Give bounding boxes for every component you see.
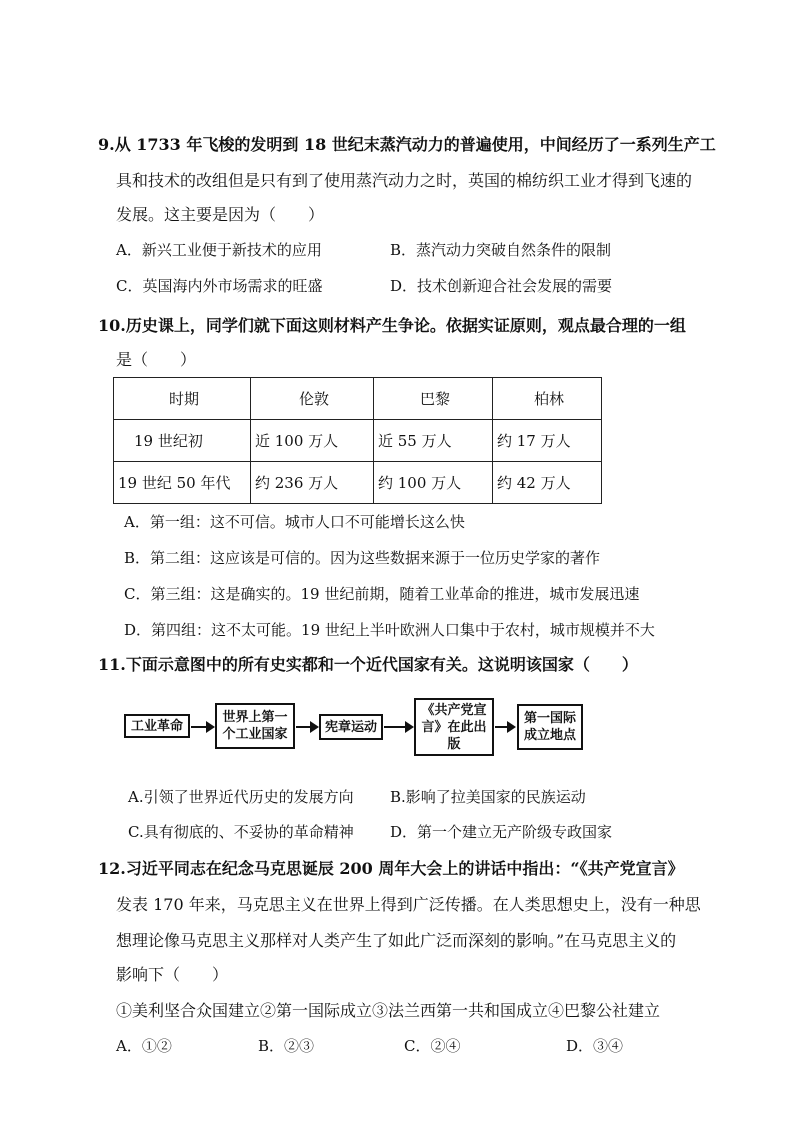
q9-stem-line2: 具和技术的改组但是只有到了使用蒸汽动力之时，英国的棉纺织工业才得到飞速的 (116, 171, 693, 190)
flow-box-chartist-movement: 宪章运动 (319, 714, 383, 740)
table-header-row (114, 378, 602, 420)
table-header-cell: 柏林 (493, 378, 602, 420)
q9-option-a: A．新兴工业便于新技术的应用 (116, 241, 322, 259)
q11-stem-line1: 11.下面示意图中的所有史实都和一个近代国家有关。这说明该国家（ ） (98, 655, 638, 674)
q10-stem-line1: 10.历史课上，同学们就下面这则材料产生争论。依据实证原则，观点最合理的一组 (98, 316, 686, 335)
q12-option-b: B．②③ (258, 1037, 315, 1055)
population-table (113, 377, 602, 504)
arrow-icon (495, 726, 514, 728)
table-cell: 约 100 万人 (374, 462, 493, 504)
q12-stem-line4: 影响下（ ） (116, 965, 229, 984)
table-cell: 近 100 万人 (251, 420, 374, 462)
q9-stem-line1: 9.从 1733 年飞梭的发明到 18 世纪末蒸汽动力的普遍使用，中间经历了一系列生产工 (98, 135, 716, 154)
q12-stem-line5: ①美利坚合众国建立②第一国际成立③法兰西第一共和国成立④巴黎公社建立 (116, 1001, 661, 1020)
table-row (114, 420, 602, 462)
q10-option-a: A．第一组：这不可信。城市人口不可能增长这么快 (124, 513, 465, 531)
table-row (114, 462, 602, 504)
flow-diagram (0, 698, 794, 758)
arrow-icon (384, 726, 412, 728)
table-cell: 19 世纪初 (114, 420, 251, 462)
q12-stem-line3: 想理论像马克思主义那样对人类产生了如此广泛而深刻的影响。”在马克思主义的 (116, 931, 677, 950)
table-header-cell: 巴黎 (374, 378, 493, 420)
q10-option-d: D．第四组：这不太可能。19 世纪上半叶欧洲人口集中于农村，城市规模并不大 (124, 621, 655, 639)
q12-option-d: D．③④ (566, 1037, 624, 1055)
q9-stem-line3: 发展。这主要是因为（ ） (116, 205, 325, 224)
flow-box-industrial-revolution: 工业革命 (124, 714, 190, 738)
q12-stem-line1: 12.习近平同志在纪念马克思诞辰 200 周年大会上的讲话中指出：“《共产党宣言》 (98, 859, 684, 878)
q9-option-d: D．技术创新迎合社会发展的需要 (390, 277, 613, 295)
q10-stem-line2: 是（ ） (116, 350, 197, 369)
arrow-icon (296, 726, 317, 728)
flow-box-first-international: 第一国际 成立地点 (517, 704, 583, 750)
q11-option-b: B.影响了拉美国家的民族运动 (390, 788, 586, 806)
flow-box-first-industrial-nation: 世界上第一 个工业国家 (215, 703, 295, 749)
flow-box-communist-manifesto: 《共产党宣 言》在此出 版 (414, 698, 494, 756)
q12-option-c: C．②④ (404, 1037, 461, 1055)
q10-option-c: C．第三组：这是确实的。19 世纪前期，随着工业革命的推进，城市发展迅速 (124, 585, 640, 603)
q9-option-b: B．蒸汽动力突破自然条件的限制 (390, 241, 612, 259)
table-cell: 约 236 万人 (251, 462, 374, 504)
q12-option-a: A．①② (116, 1037, 172, 1055)
table-cell: 约 17 万人 (493, 420, 602, 462)
q11-option-c: C.具有彻底的、不妥协的革命精神 (128, 823, 354, 841)
table-cell: 约 42 万人 (493, 462, 602, 504)
table-cell: 19 世纪 50 年代 (114, 462, 251, 504)
q11-option-a: A.引领了世界近代历史的发展方向 (128, 788, 354, 806)
q12-stem-line2: 发表 170 年来，马克思主义在世界上得到广泛传播。在人类思想史上，没有一种思 (116, 895, 701, 914)
table-cell: 近 55 万人 (374, 420, 493, 462)
q10-option-b: B．第二组：这应该是可信的。因为这些数据来源于一位历史学家的著作 (124, 549, 601, 567)
table-header-cell: 伦敦 (251, 378, 374, 420)
table-header-cell: 时期 (114, 378, 251, 420)
q11-option-d: D．第一个建立无产阶级专政国家 (390, 823, 613, 841)
arrow-icon (191, 726, 213, 728)
q9-option-c: C．英国海内外市场需求的旺盛 (116, 277, 323, 295)
